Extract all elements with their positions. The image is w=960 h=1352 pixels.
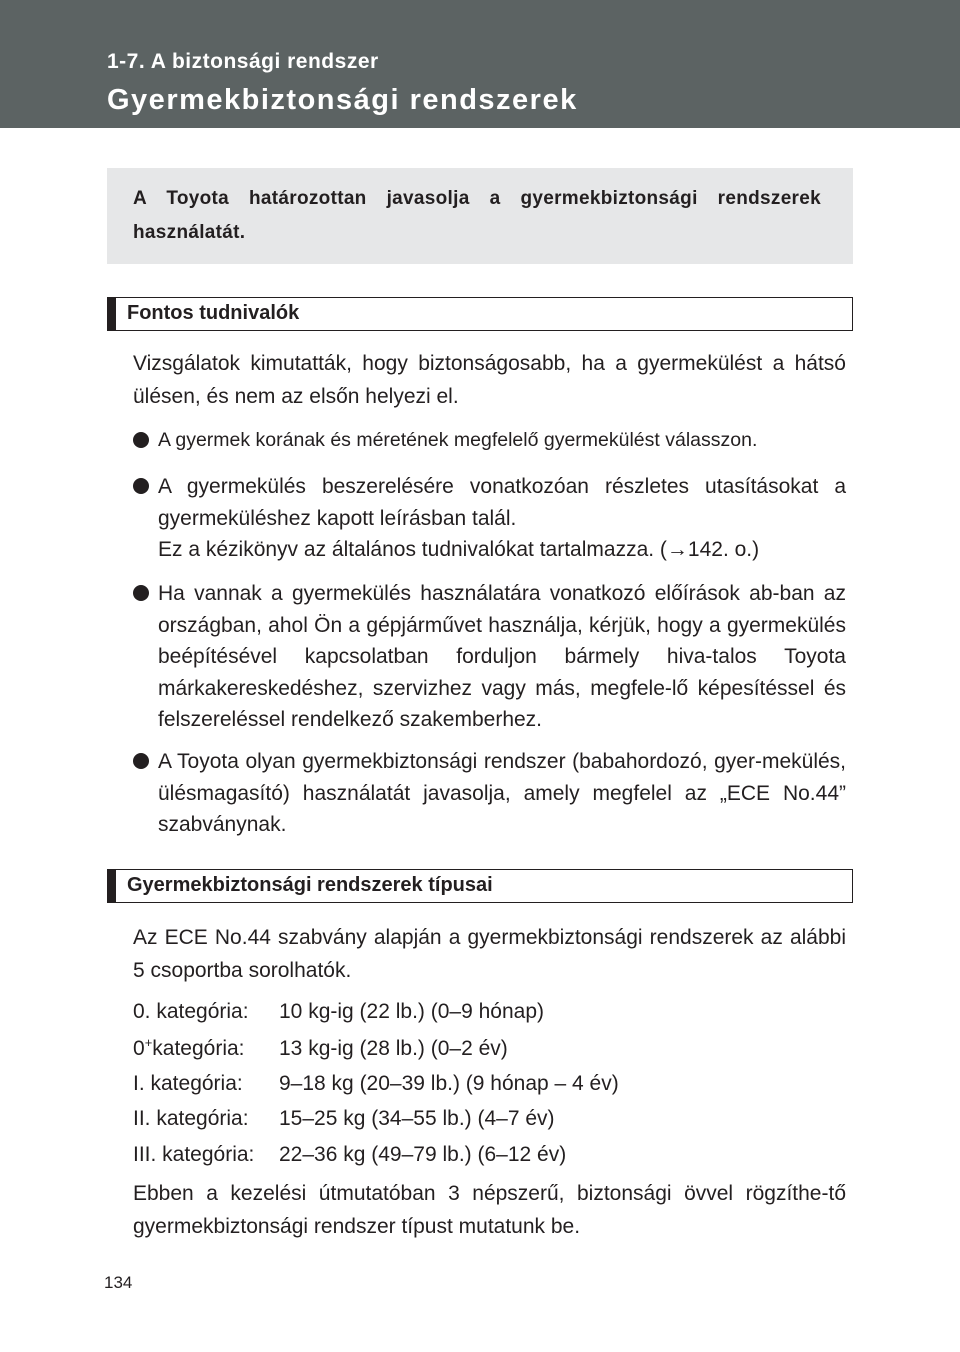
bullet-text-line: A gyermekülés beszerelésére vonatkozóan részletes utasításokat a gyermeküléshez kapott leírásban talál. [158,475,846,530]
paragraph-rear-seat: Vizsgálatok kimutatták, hogy biztonságosabb, ha a gyermekülést a hátsó ülésen, és nem az elsőn helyezi el. [133,352,846,408]
bullet-icon [133,585,149,601]
category-value: 13 kg-ig (28 lb.) (0–2 év) [279,1037,508,1060]
page-header [0,0,960,128]
list-item [133,425,846,457]
list-item [133,578,846,736]
category-label-prefix: 0 [133,1037,145,1060]
paragraph-ece-groups: Az ECE No.44 szabvány alapján a gyermekbiztonsági rendszerek az alábbi 5 csoportba sorolhatók. [133,926,846,982]
intro-text: A Toyota határozottan javasolja a gyermekbiztonsági rendszerek használatát. [133,188,821,243]
category-value: 9–18 kg (20–39 lb.) (9 hónap – 4 év) [279,1072,619,1095]
heading-important-info: Fontos tudnivalók [107,297,853,331]
page-title: Gyermekbiztonsági rendszerek [107,84,578,116]
category-label: II. kategória: [133,1107,249,1130]
bullet-text: Ha vannak a gyermekülés használatára vonatkozó előírások ab-ban az országban, ahol Ön a gépjárművet használja, kérjük, hogy a gyermekülés beépítésével kapcsolatban forduljon bármely hiva-talos Toyota márkakereskedéshez, szervizhez vagy más, megfele-lő képesítéssel és felszereléssel rendelkező szakemberhez. [158,582,846,731]
section-label: 1-7. A biztonsági rendszer [107,50,379,73]
category-value: 22–36 kg (49–79 lb.) (6–12 év) [279,1143,567,1166]
bullet-text [158,471,846,566]
category-label: III. kategória: [133,1143,255,1166]
paragraph-closing: Ebben a kezelési útmutatóban 3 népszerű, biztonsági övvel rögzíthe-tő gyermekbiztonsági rendszer típust mutatunk be. [133,1182,846,1238]
list-item [133,471,846,566]
intro-box [107,168,853,264]
bullet-text-line: Ez a kézikönyv az általános tudnivalókat tartalmazza. (→142. o.) [158,538,760,561]
category-label: 0. kategória: [133,1000,249,1023]
heading-restraint-types: Gyermekbiztonsági rendszerek típusai [107,869,853,903]
bullet-text: A gyermek korának és méretének megfelelő gyermekülést válasszon. [158,429,758,451]
category-label-sup: + [144,1035,153,1050]
category-value: 15–25 kg (34–55 lb.) (4–7 év) [279,1107,555,1130]
bullet-text: A Toyota olyan gyermekbiztonsági rendszer (babahordozó, gyer-mekülés, ülésmagasító) használatát javasolja, amely megfelel az „ECE No.44” szabványnak. [158,750,846,836]
list-item [133,746,846,841]
category-label [133,1034,245,1064]
bullet-icon [133,478,149,494]
category-label-suffix: kategória: [152,1037,245,1060]
category-value: 10 kg-ig (22 lb.) (0–9 hónap) [279,1000,544,1023]
category-label: I. kategória: [133,1072,243,1095]
page-number: 134 [104,1273,133,1292]
bullet-icon [133,753,149,769]
bullet-icon [133,432,149,448]
